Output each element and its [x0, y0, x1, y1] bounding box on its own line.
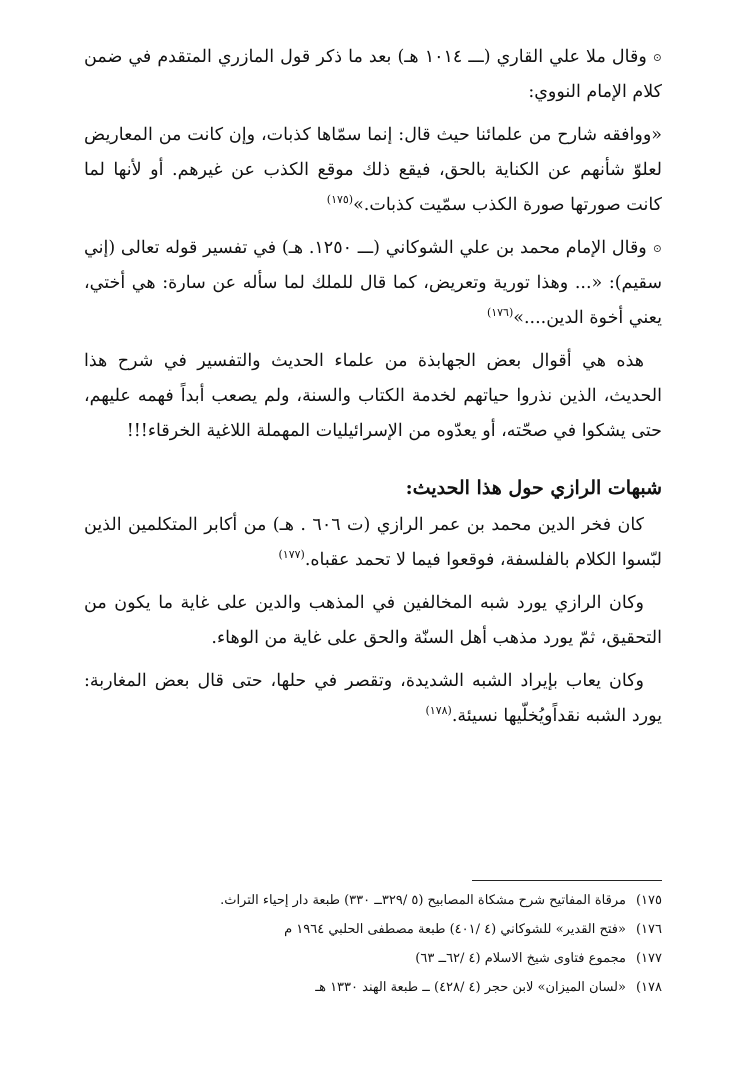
footnote-item: [84, 973, 662, 1002]
footnote-number: ١٧٦): [635, 922, 662, 937]
footnote-item: [84, 915, 662, 944]
footnote-ref: (١٧٦): [486, 306, 514, 320]
footnote-item: [84, 944, 662, 973]
footnote-text: «لسان الميزان» لابن حجر (٤ /٤٢٨) ــ طبعة الهند ١٣٣٠ هـ: [315, 980, 626, 995]
footnote-text: مرقاة المفاتيح شرح مشكاة المصابيح (٥ /٣٢٩ــ ٣٣٠) طبعة دار إحياء التراث.: [220, 893, 626, 908]
paragraph-razi-criticism: [84, 664, 662, 734]
paragraph-text: هذه هي أقوال بعض الجهابذة من علماء الحديث والتفسير في شرح هذا الحديث، الذين نذروا حياتهم لخدمة الكتاب والسنة، ولم يصعب أبداً فهمه عليهم، حتى يشكوا في صحّته، أو يعدّوه من الإسرائيليات المهملة اللاغية الخرقاء!!!: [84, 351, 662, 441]
footnotes: [84, 886, 662, 1002]
body-text: [84, 40, 662, 742]
paragraph-text: كان فخر الدين محمد بن عمر الرازي (ت ٦٠٦ . هـ) من أكابر المتكلمين الذين لبّسوا الكلام بالفلسفة، فوقعوا فيما لا تحمد عقباه.: [84, 515, 662, 570]
footnote-number: ١٧٧): [635, 951, 662, 966]
footnote-ref: (١٧٨): [425, 704, 452, 718]
paragraph-text: «ووافقه شارح من علمائنا حيث قال: إنما سمّاها كذبات، وإن كانت من المعاريض لعلوّ شأنهم عن الكناية بالحق، فيقع ذلك موقع الكذب عن غيرهم. أو لأنها لما كانت صورتها صورة الكذب سمّيت كذبات.»: [84, 125, 662, 215]
footnote-item: [84, 886, 662, 915]
footnote-number: ١٧٥): [635, 893, 662, 908]
paragraph-text: وكان يعاب بإيراد الشبه الشديدة، وتقصر في حلها، حتى قال بعض المغاربة: يورد الشبه نقداًويُخلّيها نسيئة.: [84, 671, 662, 726]
bullet-icon: ⊙: [652, 242, 662, 255]
paragraph-shawkani: [84, 231, 662, 336]
paragraph-razi-intro: [84, 508, 662, 578]
footnote-text: مجموع فتاوى شيخ الاسلام (٤ /٦٢ــ ٦٣): [415, 951, 626, 966]
quote-paragraph: [84, 118, 662, 223]
paragraph-razi-method: [84, 586, 662, 656]
footnote-ref: (١٧٥): [326, 193, 354, 207]
footnote-text: «فتح القدير» للشوكاني (٤ /٤٠١) طبعة مصطفى الحلبي ١٩٦٤ م: [284, 922, 626, 937]
paragraph-qari: [84, 40, 662, 110]
section-heading: شبهات الرازي حول هذا الحديث:: [405, 477, 662, 499]
paragraph-summary: [84, 344, 662, 449]
paragraph-text: وكان الرازي يورد شبه المخالفين في المذهب والدين على غاية ما يكون من التحقيق، ثمّ يورد مذهب أهل السنّة والحق على غاية من الوهاء.: [84, 593, 662, 648]
paragraph-text: وقال الإمام محمد بن علي الشوكاني (ـــ ١٢٥٠. هـ) في تفسير قوله تعالى (إني سقيم): «... وهذا تورية وتعريض، كما قال للملك لما سأله عن سارة: هي أختي، يعني أخوة الدين....»: [84, 238, 662, 328]
paragraph-text: وقال ملا علي القاري (ـــ ١٠١٤ هـ) بعد ما ذكر قول المازري المتقدم في ضمن كلام الإمام النووي:: [84, 47, 662, 102]
footnote-number: ١٧٨): [635, 980, 662, 995]
bullet-icon: ⊙: [652, 51, 662, 64]
footnote-separator: [472, 880, 662, 881]
footnote-ref: (١٧٧): [278, 548, 305, 562]
